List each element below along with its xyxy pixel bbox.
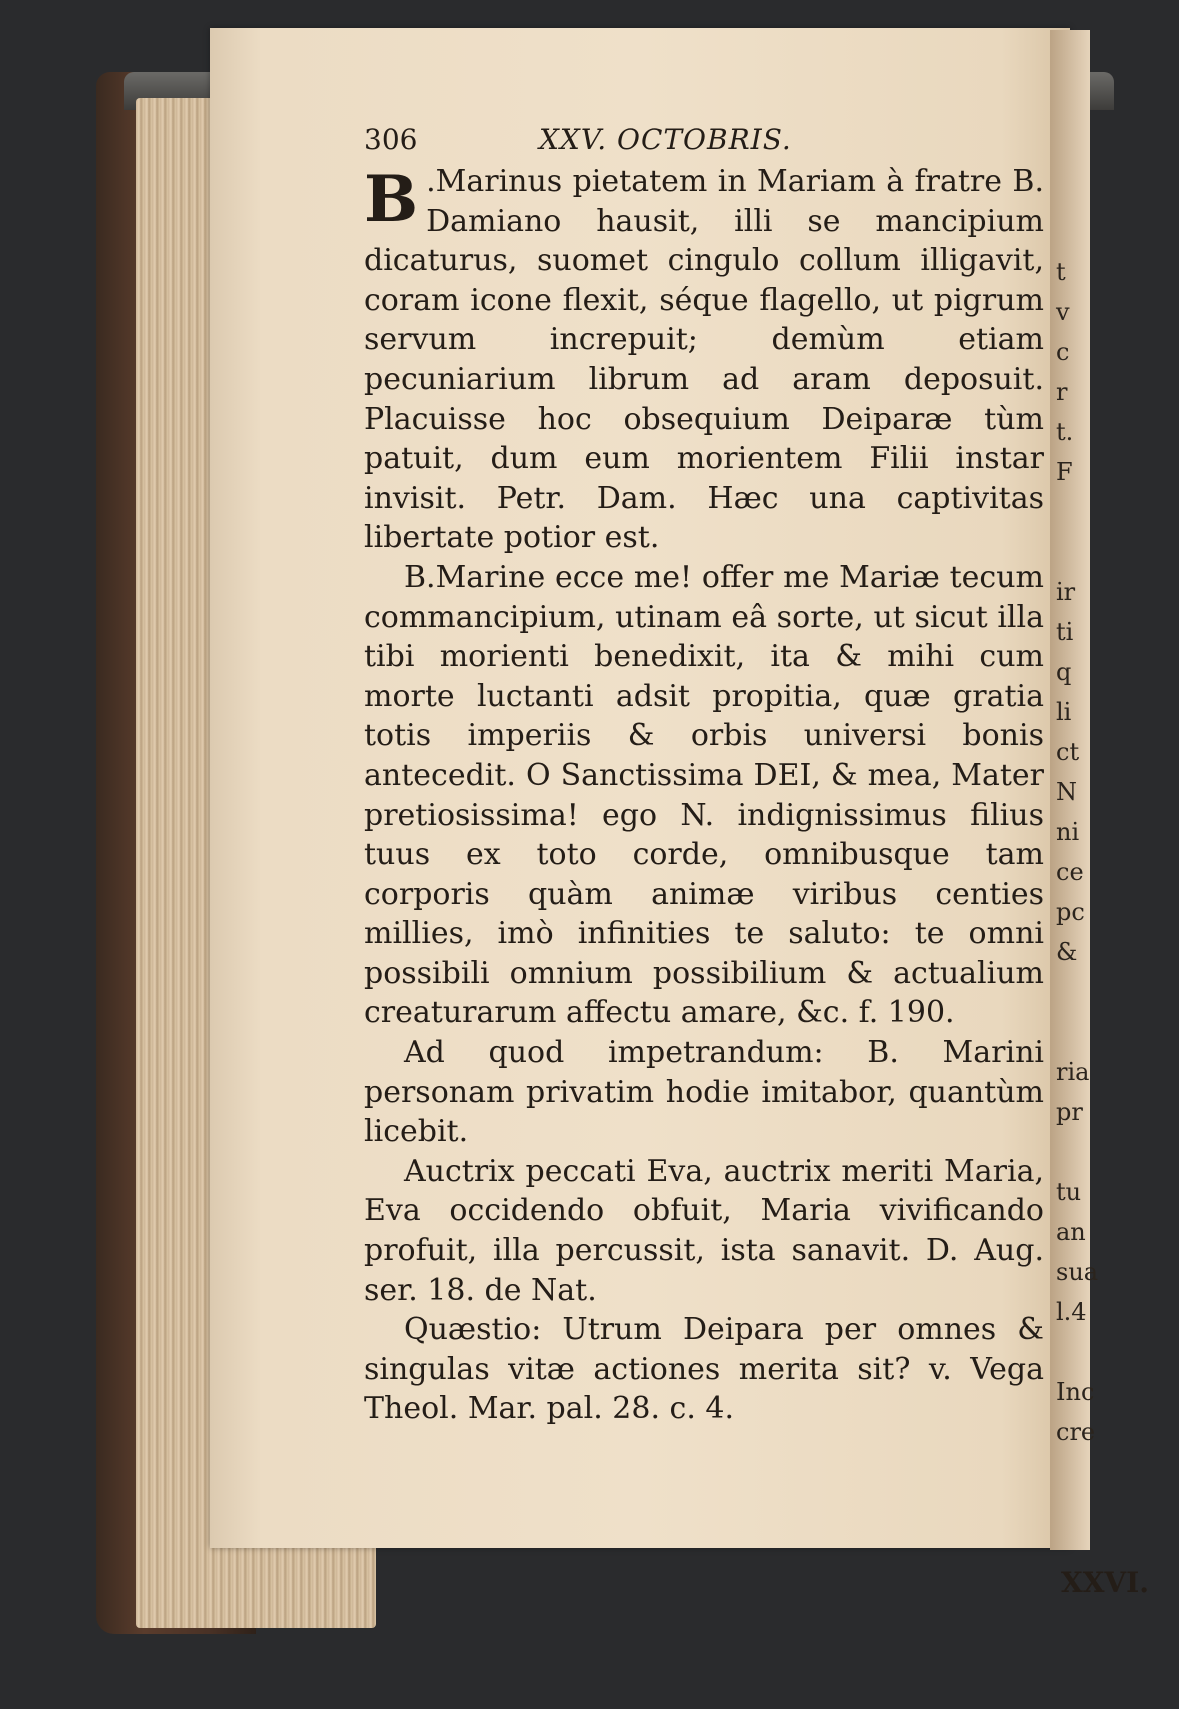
running-title: XXV. OCTOBRIS. [539,123,792,156]
adjacent-fragment: ir [1056,578,1076,606]
running-header [364,120,1044,160]
adjacent-fragment: ni [1056,818,1080,846]
adjacent-fragment: F [1056,458,1073,486]
adjacent-page-edge [1050,30,1099,1550]
adjacent-fragment: v [1056,298,1070,326]
adjacent-fragment: ce [1056,858,1084,886]
paragraph: B.Marine ecce me! offer me Mariæ tecum commancipium, utinam eâ sorte, ut sicut illa tibi morienti benedixit, ita & mihi cum morte luctanti adsit propitia, quæ gratia totis imperiis & orbis universi bonis antecedit. O Sanctissima DEI, & mea, Mater pretiosissima! ego N. indignissimus filius tuus ex toto corde, omnibusque tam corporis quàm animæ viribus centies millies, imò infinities te saluto: te omni possibili omnium possibilium & actualium creaturarum affectu amare, &c. f. 190. [364,559,1044,1031]
adjacent-fragment: pc [1056,898,1085,926]
adjacent-fragment: & [1056,938,1078,966]
paragraph [364,162,1044,558]
catchword: XXVI. [1060,1566,1149,1599]
adjacent-fragment: Inc [1056,1378,1095,1406]
paragraph: Auctrix peccati Eva, auctrix meriti Maria, Eva occidendo obfuit, Maria vivificando profuit, illa percussit, ista sanavit. D. Aug. ser. 18. de Nat. [364,1153,1044,1308]
adjacent-fragment: c [1056,338,1070,366]
adjacent-fragment: t. [1056,418,1074,446]
adjacent-fragment: ria [1056,1058,1090,1086]
adjacent-fragment: tu [1056,1178,1082,1206]
drop-cap: B [364,162,419,237]
adjacent-fragment: cre [1056,1418,1096,1446]
adjacent-fragment: sua [1056,1258,1099,1286]
adjacent-fragment: r [1056,378,1068,406]
adjacent-fragment: pr [1056,1098,1083,1126]
adjacent-fragment: q [1056,658,1072,686]
adjacent-fragment: N [1056,778,1077,806]
paragraph: Quæstio: Utrum Deipara per omnes & singulas vitæ actiones merita sit? v. Vega Theol. Mar. pal. 28. c. 4. [364,1312,1044,1427]
adjacent-fragment: l.4 [1056,1298,1087,1326]
paragraph-text: .Marinus pietatem in Mariam à fratre B. Damiano hausit, illi se mancipium dicaturus, suomet cingulo collum illigavit, coram icone flexit, séque flagello, ut pigrum servum increpuit; demùm etiam pecuniarium librum ad aram deposuit. Placuisse hoc obsequium Deiparæ tùm patuit, dum eum morientem Filii instar invisit. Petr. Dam. Hæc una captivitas libertate potior est. [364,164,1044,556]
page-text [364,120,1044,1429]
adjacent-fragment: t [1056,258,1066,286]
adjacent-fragment: an [1056,1218,1086,1246]
adjacent-fragment: li [1056,698,1072,726]
adjacent-fragment: ti [1056,618,1074,646]
adjacent-fragment: ct [1056,738,1080,766]
page-number: 306 [364,123,418,156]
paragraph: Ad quod impetrandum: B. Marini personam privatim hodie imitabor, quantùm licebit. [364,1035,1044,1150]
